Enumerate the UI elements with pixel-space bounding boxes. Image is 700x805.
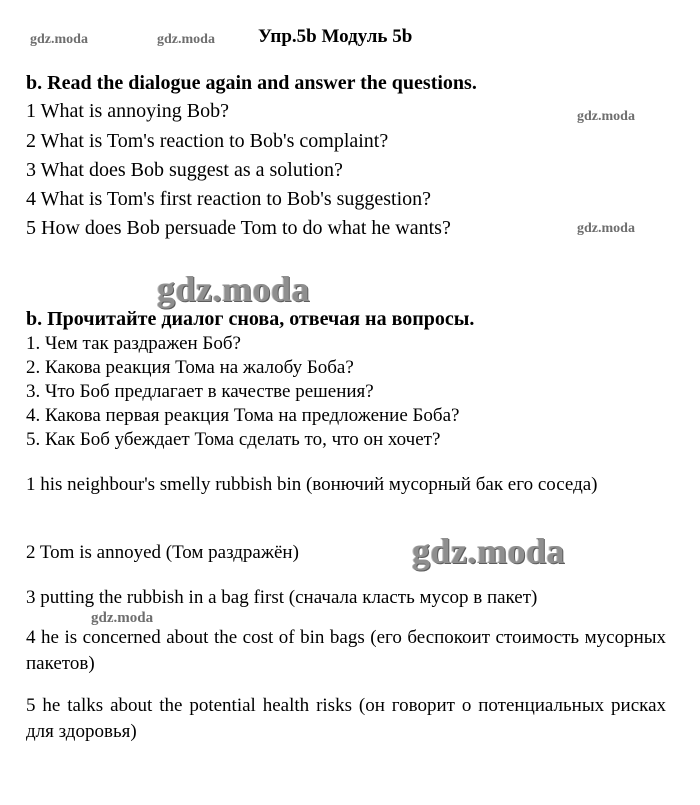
english-question: 1 What is annoying Bob? [26,100,229,122]
russian-heading: b. Прочитайте диалог снова, отвечая на вопросы. [26,308,475,330]
watermark: gdz.moda [157,32,215,47]
watermark: gdz.moda [577,221,635,236]
watermark: gdz.moda [577,109,635,124]
english-question: 5 How does Bob persuade Tom to do what he wants? [26,217,451,239]
russian-question: 1. Чем так раздражен Боб? [26,333,241,354]
english-heading: b. Read the dialogue again and answer the questions. [26,72,477,94]
russian-question: 3. Что Боб предлагает в качестве решения? [26,381,374,402]
english-question: 4 What is Tom's first reaction to Bob's suggestion? [26,188,432,210]
watermark-large: gdz.moda [412,531,566,571]
russian-question: 2. Какова реакция Тома на жалобу Боба? [26,357,354,378]
page-title: Упр.5b Модуль 5b [258,26,413,47]
watermark: gdz.moda [91,610,154,626]
answer-item: 3 putting the rubbish in a bag first (сначала класть мусор в пакет) [26,587,538,608]
russian-question: 4. Какова первая реакция Тома на предложение Боба? [26,405,460,426]
watermark-large: gdz.moda [157,269,311,309]
answer-item: 1 his neighbour's smelly rubbish bin (вонючий мусорный бак его соседа) [26,474,598,495]
answer-item: 4 he is concerned about the cost of bin bags (его беспокоит стоимость мусорных пакетов) [26,627,666,674]
answer-item: 5 he talks about the potential health risks (он говорит о потенциальных рисках для здоровья) [26,695,666,742]
english-question: 2 What is Tom's reaction to Bob's complaint? [26,130,389,152]
watermark: gdz.moda [30,32,88,47]
answer-item: 2 Tom is annoyed (Том раздражён) [26,542,299,563]
english-question: 3 What does Bob suggest as a solution? [26,159,343,181]
russian-question: 5. Как Боб убеждает Тома сделать то, что он хочет? [26,429,441,450]
